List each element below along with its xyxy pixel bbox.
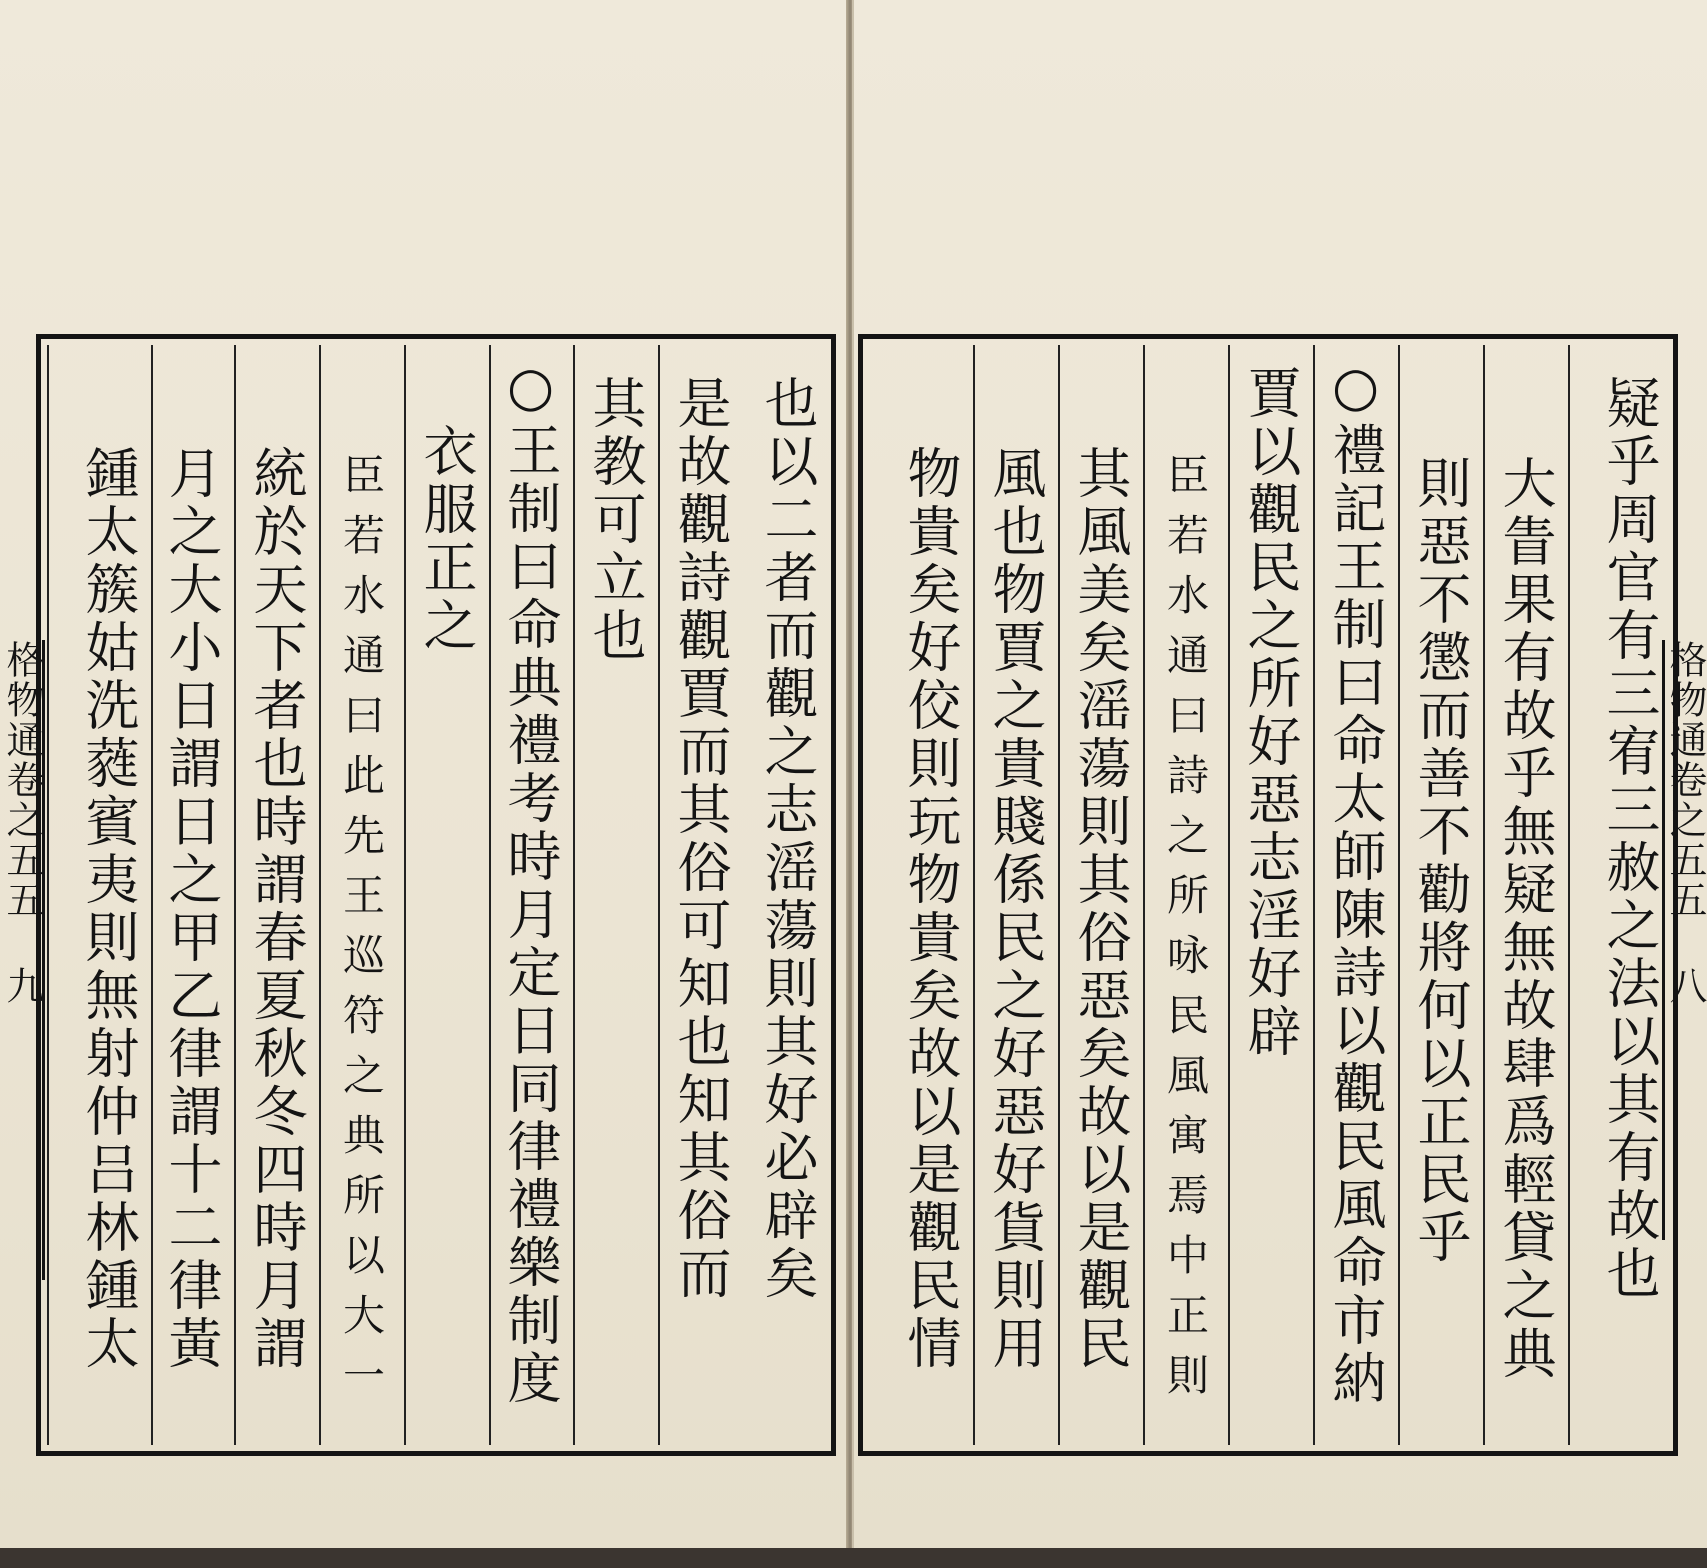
right-text-frame — [858, 334, 1678, 1456]
left-spine-label — [2, 640, 45, 1280]
right-column-8: 風也物賈之貴賤係民之好惡好貨則用 — [973, 345, 1059, 1445]
left-text-frame — [36, 334, 836, 1456]
right-spine-title: 格物通卷之五五 — [1663, 640, 1707, 920]
left-column-9: 鍾太簇姑洗蕤賓夷則無射仲吕林鍾太 — [47, 345, 152, 1445]
left-column-5: 衣服正之 — [404, 345, 490, 1445]
left-column-3: 其教可立也 — [573, 345, 659, 1445]
left-column-4: ○王制曰命典禮考時月定日同律禮樂制度 — [489, 345, 574, 1445]
left-column-7: 統於天下者也時謂春夏秋冬四時月謂 — [234, 345, 320, 1445]
left-page — [0, 0, 850, 1548]
left-column-6: 臣若水通曰此先王巡符之典所以大一 — [319, 345, 405, 1445]
right-column-9: 物貴矣好佼則玩物貴矣故以是觀民情 — [899, 445, 962, 1373]
right-column-6: 臣若水通曰詩之所咏民風寓焉中正則 — [1143, 345, 1229, 1445]
right-column-7: 其風美矣滛蕩則其俗惡矣故以是觀民 — [1058, 345, 1144, 1445]
right-column-3: 則惡不懲而善不勸將何以正民乎 — [1398, 345, 1484, 1445]
left-spine-title: 格物通卷之五五 — [0, 640, 44, 920]
right-column-4: ○禮記王制曰命太師陳詩以觀民風命市納 — [1313, 345, 1399, 1445]
right-page-number: 八 — [1663, 966, 1707, 1006]
table-shadow — [0, 1548, 1707, 1568]
right-column-2: 大眚果有故乎無疑無故肆爲輕貸之典 — [1483, 345, 1569, 1445]
right-column-5: 賈以觀民之所好惡志淫好辟 — [1228, 345, 1314, 1445]
left-column-8: 月之大小日謂日之甲乙律謂十二律黃 — [151, 345, 235, 1445]
left-column-2: 是故觀詩觀賈而其俗可知也知其俗而 — [658, 345, 744, 1445]
left-column-1: 也以二者而觀之志滛蕩則其好必辟矣 — [756, 375, 819, 1303]
right-spine-label — [1662, 640, 1705, 1240]
left-page-number: 九 — [0, 966, 44, 1006]
right-column-1: 疑乎周官有三宥三赦之法以其有故也 — [1568, 345, 1673, 1445]
